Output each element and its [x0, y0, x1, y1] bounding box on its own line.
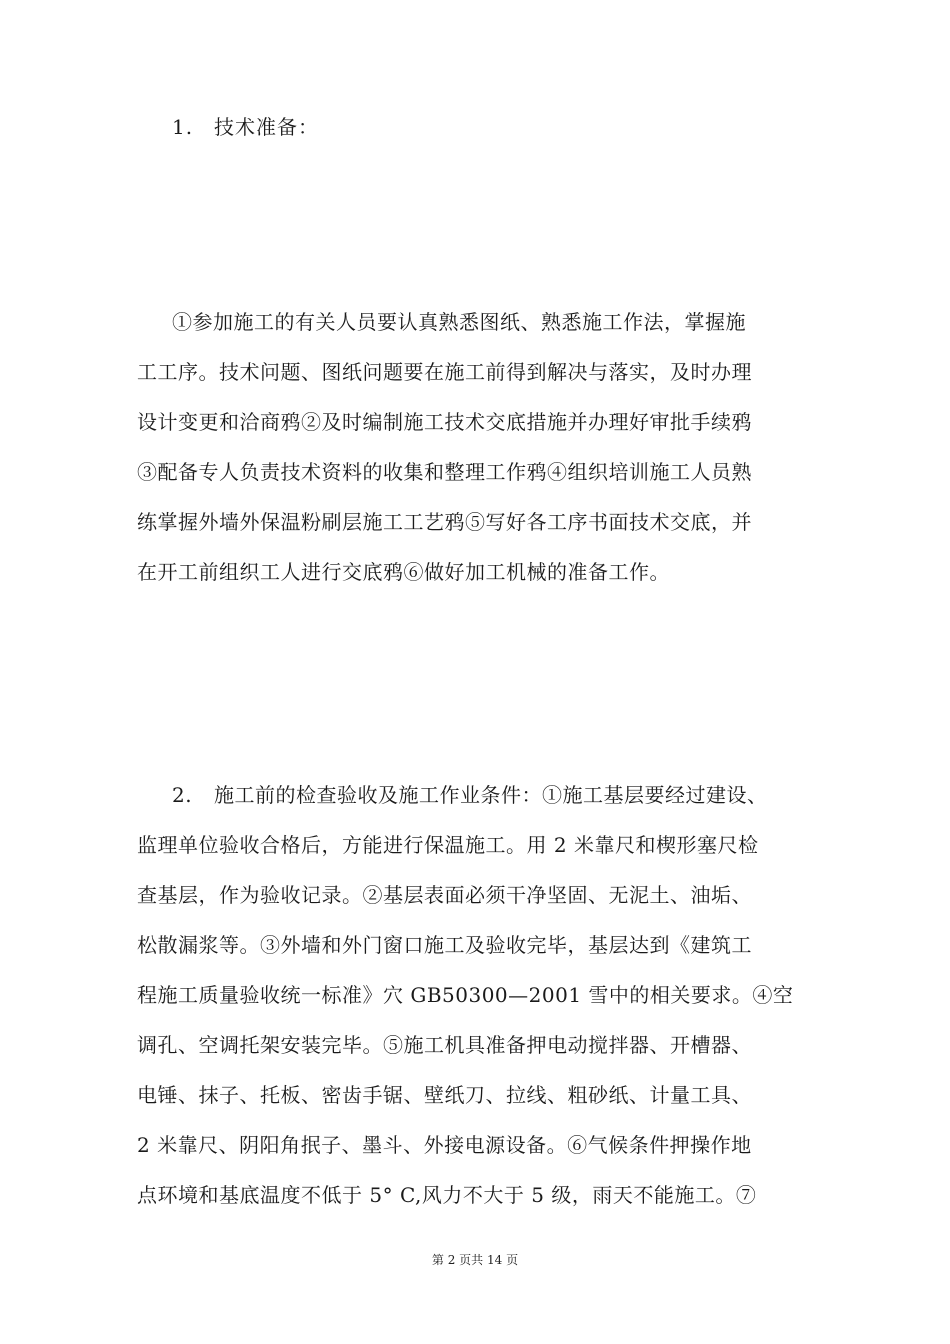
- section-number: 1.: [172, 115, 194, 139]
- section-title: 技术准备：: [214, 115, 319, 139]
- section-number: 2.: [172, 783, 193, 807]
- paragraph-line: 在开工前组织工人进行交底鸦⑥做好加工机械的准备工作。: [137, 560, 670, 584]
- paragraph-line: 程施工质量验收统一标准》穴 GB50300—2001 雪中的相关要求。④空: [137, 983, 794, 1007]
- paragraph-line: 练掌握外墙外保温粉刷层施工工艺鸦⑤写好各工序书面技术交底，并: [137, 510, 752, 534]
- paragraph-line: 工工序。技术问题、图纸问题要在施工前得到解决与落实，及时办理: [137, 360, 752, 384]
- paragraph-line: 设计变更和洽商鸦②及时编制施工技术交底措施并办理好审批手续鸦: [137, 410, 752, 434]
- paragraph-line: 调孔、空调托架安装完毕。⑤施工机具准备押电动搅拌器、开槽器、: [137, 1033, 752, 1057]
- paragraph-line: 电锤、抹子、托板、密齿手锯、壁纸刀、拉线、粗砂纸、计量工具、: [137, 1083, 752, 1107]
- paragraph-line: ③配备专人负责技术资料的收集和整理工作鸦④组织培训施工人员熟: [137, 460, 752, 484]
- paragraph-line: 松散漏浆等。③外墙和外门窗口施工及验收完毕，基层达到《建筑工: [137, 933, 752, 957]
- paragraph-line: 点环境和基底温度不低于 5° C,风力不大于 5 级，雨天不能施工。⑦: [137, 1183, 757, 1207]
- paragraph-technical-preparation: [137, 297, 817, 597]
- section-first-line: 施工前的检查验收及施工作业条件：①施工基层要经过建设、: [214, 783, 768, 807]
- page-footer: 第 2 页共 14 页: [431, 1253, 519, 1267]
- paragraph-line: [137, 770, 817, 820]
- paragraph-line: 监理单位验收合格后，方能进行保温施工。用 2 米靠尺和楔形塞尺检: [137, 833, 759, 857]
- paragraph-inspection-conditions: [137, 770, 817, 1220]
- paragraph-line: 查基层，作为验收记录。②基层表面必须干净坚固、无泥土、油垢、: [137, 883, 752, 907]
- section-heading-1: [172, 112, 319, 142]
- paragraph-line: ①参加施工的有关人员要认真熟悉图纸、熟悉施工作法，掌握施: [172, 310, 746, 334]
- paragraph-line: 2 米靠尺、阴阳角抿子、墨斗、外接电源设备。⑥气候条件押操作地: [137, 1133, 752, 1157]
